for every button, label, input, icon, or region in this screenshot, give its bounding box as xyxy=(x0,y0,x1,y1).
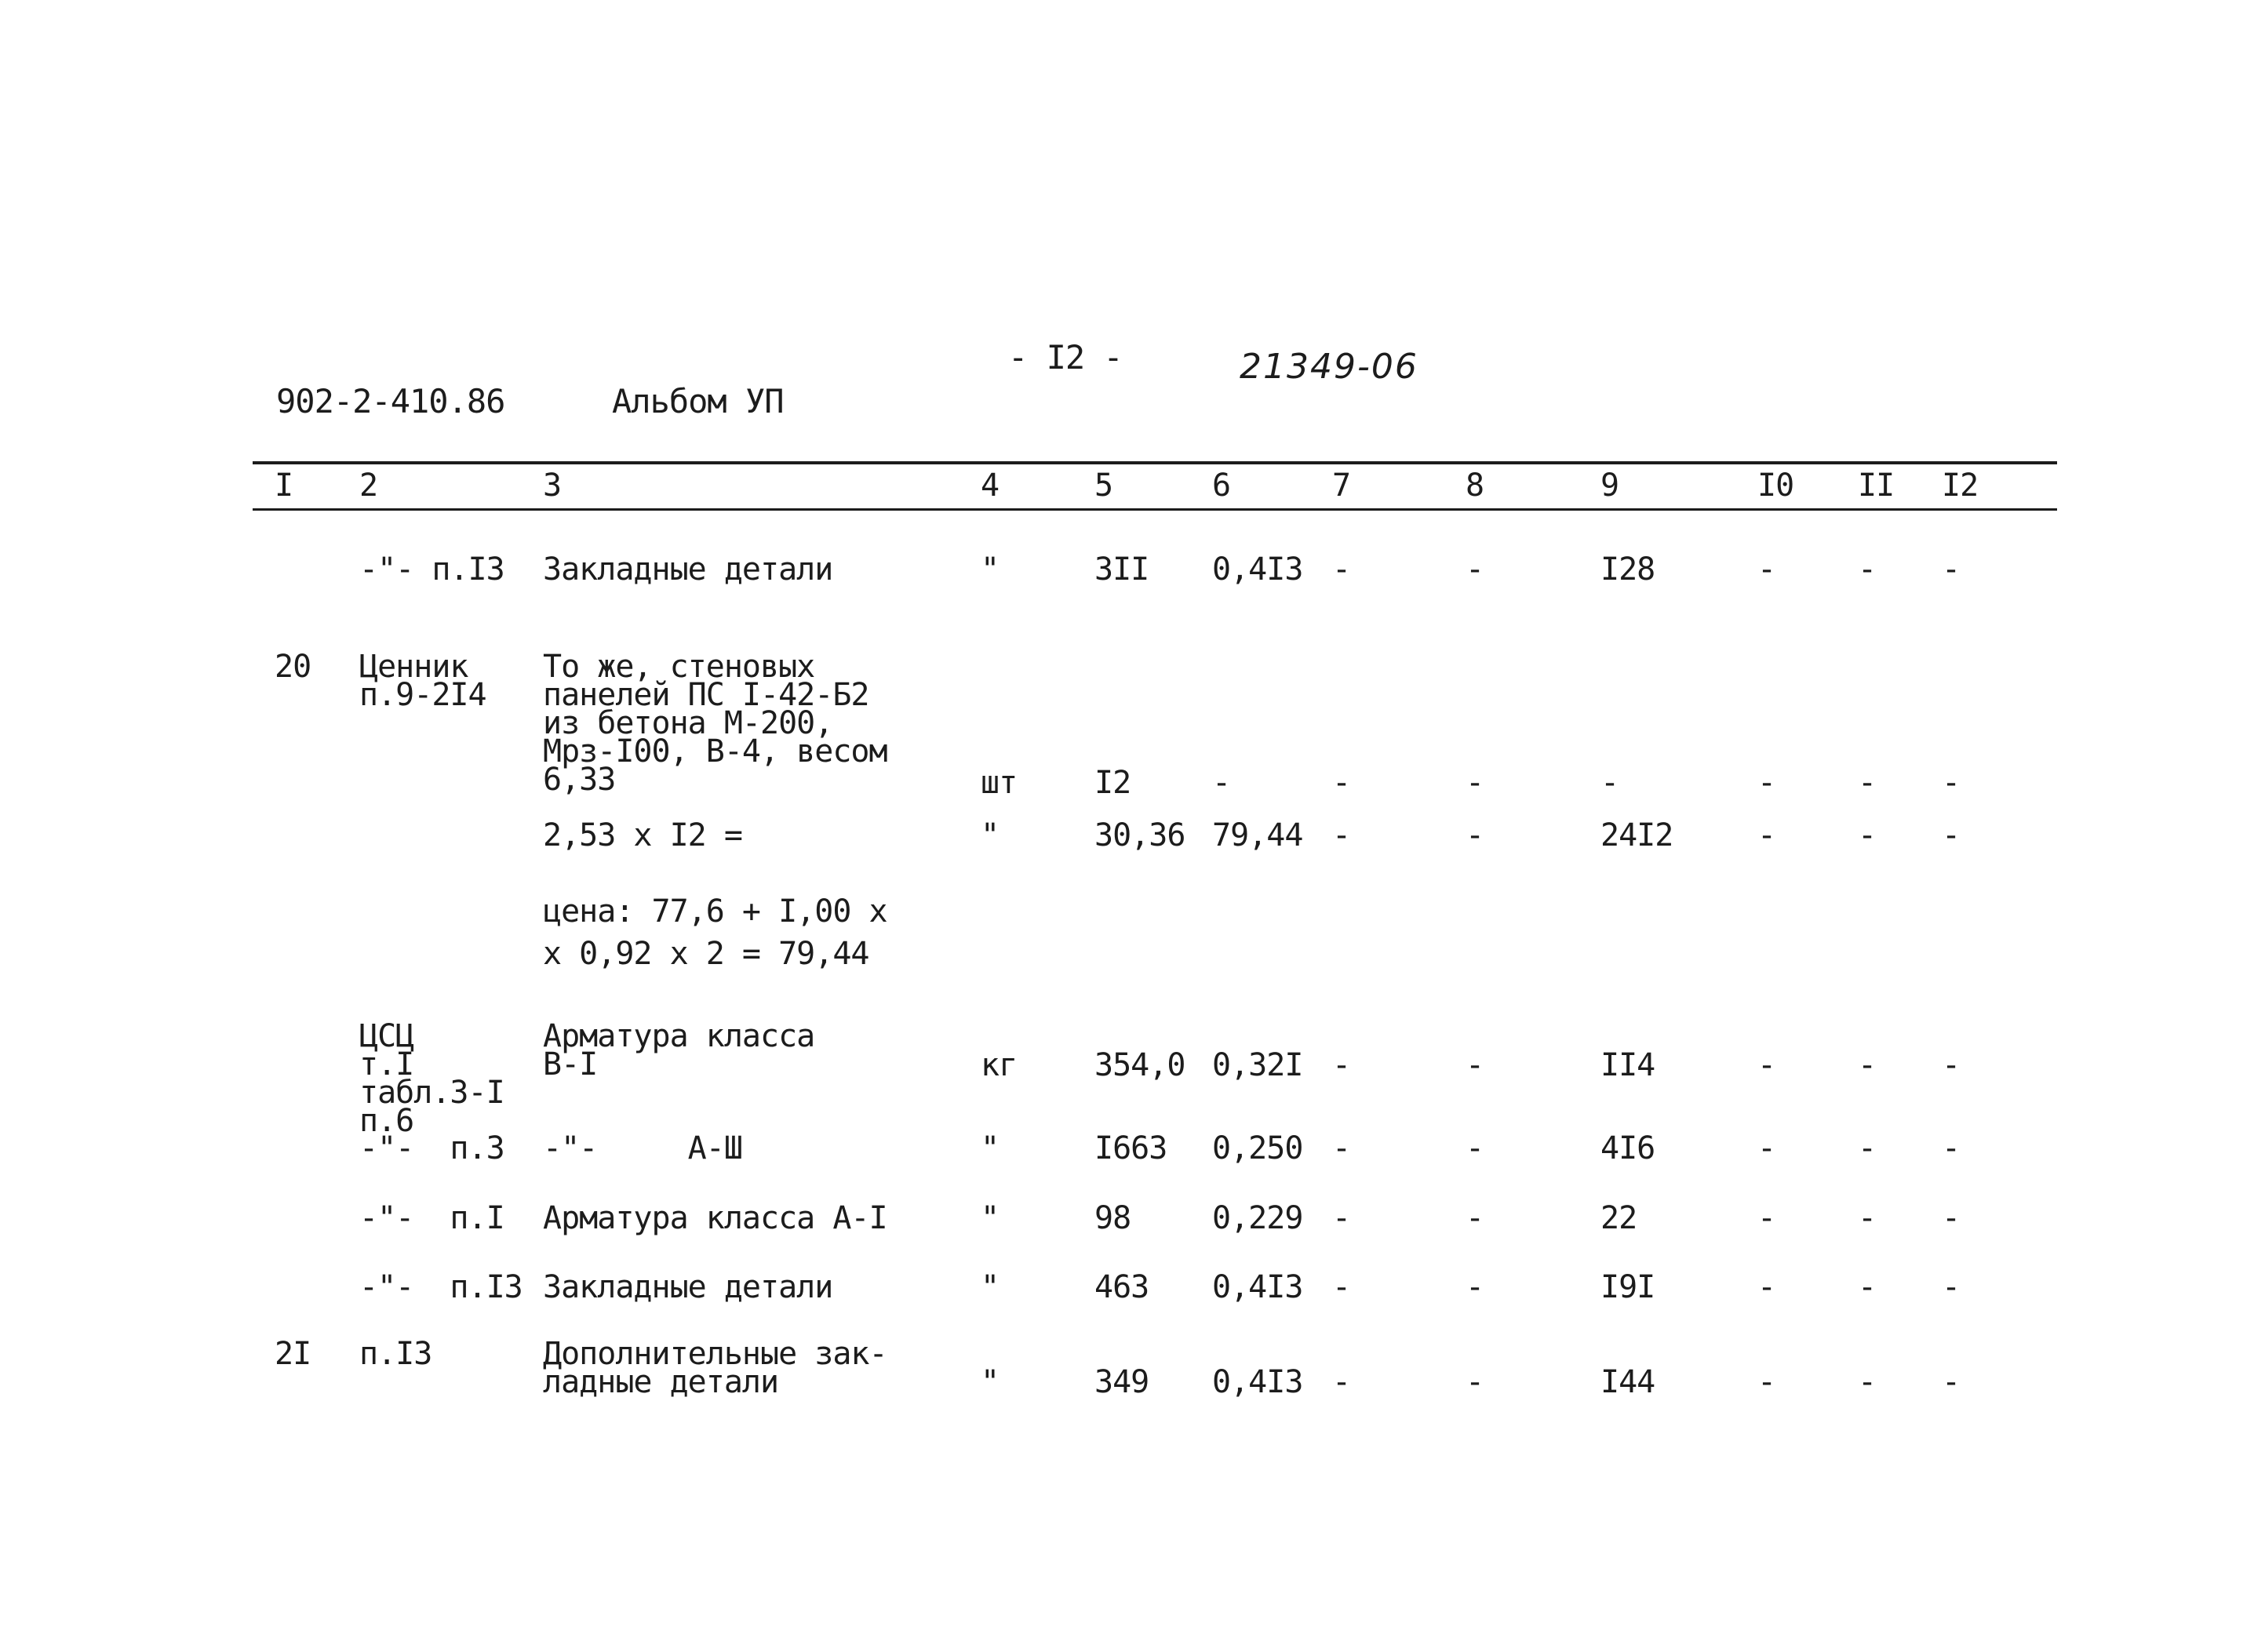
value-cell: - xyxy=(1942,1200,1961,1236)
unit-cell: " xyxy=(981,551,1000,588)
unit-price-cell: 0,4I3 xyxy=(1212,551,1303,588)
description-cell: То же, стеновых панелей ПС I-42-Б2 из бетона М-200, Мрз-I00, В-4, весом 6,33 xyxy=(543,649,887,798)
value-cell: - xyxy=(1757,1269,1776,1305)
quantity-cell: 463 xyxy=(1094,1269,1149,1305)
unit-price-cell: 0,4I3 xyxy=(1212,1364,1303,1400)
reference-cell: -"- п.I xyxy=(359,1200,504,1236)
unit-price-cell: 79,44 xyxy=(1212,817,1303,853)
description-cell: Дополнительные зак- ладные детали xyxy=(543,1336,887,1400)
unit-cell: шт xyxy=(981,765,1018,801)
table-header-rule xyxy=(253,508,2057,511)
quantity-cell: I663 xyxy=(1094,1130,1167,1166)
unit-cell: " xyxy=(981,1130,1000,1166)
description-cell: Арматура класса А-I xyxy=(543,1200,887,1236)
value-cell: - xyxy=(1942,1269,1961,1305)
value-cell: - xyxy=(1466,765,1484,801)
value-cell: - xyxy=(1466,1130,1484,1166)
column-header: 2 xyxy=(359,468,378,504)
value-cell: - xyxy=(1466,817,1484,853)
total-cell: 4I6 xyxy=(1600,1130,1655,1166)
unit-price-cell: 0,32I xyxy=(1212,1047,1303,1083)
unit-cell: " xyxy=(981,1364,1000,1400)
quantity-cell: 3II xyxy=(1094,551,1149,588)
column-header: 4 xyxy=(981,468,1000,504)
value-cell: - xyxy=(1332,765,1351,801)
reference-cell: -"- п.I3 xyxy=(359,551,504,588)
price-calculation-note: цена: 77,6 + I,00 х х 0,92 х 2 = 79,44 xyxy=(543,893,887,972)
value-cell: - xyxy=(1466,1269,1484,1305)
reference-cell: Ценник п.9-2I4 xyxy=(359,649,486,713)
value-cell: - xyxy=(1332,1269,1351,1305)
value-cell: - xyxy=(1858,1130,1877,1166)
page-number: - I2 - xyxy=(1008,338,1123,377)
total-cell: 22 xyxy=(1600,1200,1637,1236)
column-header: 5 xyxy=(1094,468,1113,504)
value-cell: - xyxy=(1332,1364,1351,1400)
value-cell: - xyxy=(1942,1130,1961,1166)
unit-price-cell: 0,4I3 xyxy=(1212,1269,1303,1305)
value-cell: - xyxy=(1466,551,1484,588)
value-cell: - xyxy=(1757,765,1776,801)
quantity-cell: 354,0 xyxy=(1094,1047,1185,1083)
unit-price-cell: 0,250 xyxy=(1212,1130,1303,1166)
total-cell: II4 xyxy=(1600,1047,1655,1083)
reference-cell: -"- п.I3 xyxy=(359,1269,523,1305)
value-cell: - xyxy=(1757,1364,1776,1400)
unit-cell: кг xyxy=(981,1047,1018,1083)
description-cell: Закладные детали xyxy=(543,1269,833,1305)
value-cell: - xyxy=(1757,551,1776,588)
value-cell: - xyxy=(1942,1364,1961,1400)
value-cell: - xyxy=(1332,1047,1351,1083)
total-cell: - xyxy=(1600,765,1619,801)
column-header: I2 xyxy=(1942,468,1979,504)
item-number-cell: 20 xyxy=(275,649,311,685)
handwritten-number: 21349-06 xyxy=(1240,347,1418,387)
item-number-cell: 2I xyxy=(275,1336,311,1372)
total-cell: I44 xyxy=(1600,1364,1655,1400)
column-header: II xyxy=(1858,468,1895,504)
value-cell: - xyxy=(1757,817,1776,853)
reference-cell: -"- п.3 xyxy=(359,1130,504,1166)
column-header: 3 xyxy=(543,468,562,504)
column-header: 8 xyxy=(1466,468,1484,504)
total-cell: I9I xyxy=(1600,1269,1655,1305)
total-cell: I28 xyxy=(1600,551,1655,588)
value-cell: - xyxy=(1858,1269,1877,1305)
value-cell: - xyxy=(1332,817,1351,853)
column-header: 6 xyxy=(1212,468,1231,504)
value-cell: - xyxy=(1466,1047,1484,1083)
column-header: I xyxy=(275,468,293,504)
value-cell: - xyxy=(1757,1047,1776,1083)
quantity-cell: I2 xyxy=(1094,765,1131,801)
value-cell: - xyxy=(1858,551,1877,588)
column-header: I0 xyxy=(1757,468,1794,504)
unit-price-cell: - xyxy=(1212,765,1231,801)
value-cell: - xyxy=(1466,1364,1484,1400)
value-cell: - xyxy=(1332,551,1351,588)
value-cell: - xyxy=(1858,1364,1877,1400)
value-cell: - xyxy=(1858,1047,1877,1083)
value-cell: - xyxy=(1858,765,1877,801)
value-cell: - xyxy=(1466,1200,1484,1236)
column-header: 7 xyxy=(1332,468,1351,504)
description-cell: 2,53 х I2 = xyxy=(543,817,742,853)
quantity-cell: 30,36 xyxy=(1094,817,1185,853)
unit-cell: " xyxy=(981,1269,1000,1305)
value-cell: - xyxy=(1332,1200,1351,1236)
description-cell: Арматура класса В-I xyxy=(543,1018,815,1083)
column-header: 9 xyxy=(1600,468,1619,504)
value-cell: - xyxy=(1942,551,1961,588)
reference-cell: ЦСЦ т.I табл.3-I п.6 xyxy=(359,1018,504,1139)
value-cell: - xyxy=(1757,1130,1776,1166)
unit-cell: " xyxy=(981,817,1000,853)
value-cell: - xyxy=(1858,1200,1877,1236)
value-cell: - xyxy=(1858,817,1877,853)
quantity-cell: 349 xyxy=(1094,1364,1149,1400)
album-title: Альбом УП xyxy=(612,382,784,420)
value-cell: - xyxy=(1332,1130,1351,1166)
table-top-rule xyxy=(253,461,2057,464)
unit-cell: " xyxy=(981,1200,1000,1236)
quantity-cell: 98 xyxy=(1094,1200,1131,1236)
description-cell: -"- А-Ш xyxy=(543,1130,742,1166)
value-cell: - xyxy=(1942,765,1961,801)
description-cell: Закладные детали xyxy=(543,551,833,588)
value-cell: - xyxy=(1942,1047,1961,1083)
total-cell: 24I2 xyxy=(1600,817,1673,853)
document-code: 902-2-410.86 xyxy=(276,382,505,420)
value-cell: - xyxy=(1757,1200,1776,1236)
value-cell: - xyxy=(1942,817,1961,853)
reference-cell: п.I3 xyxy=(359,1336,432,1372)
unit-price-cell: 0,229 xyxy=(1212,1200,1303,1236)
